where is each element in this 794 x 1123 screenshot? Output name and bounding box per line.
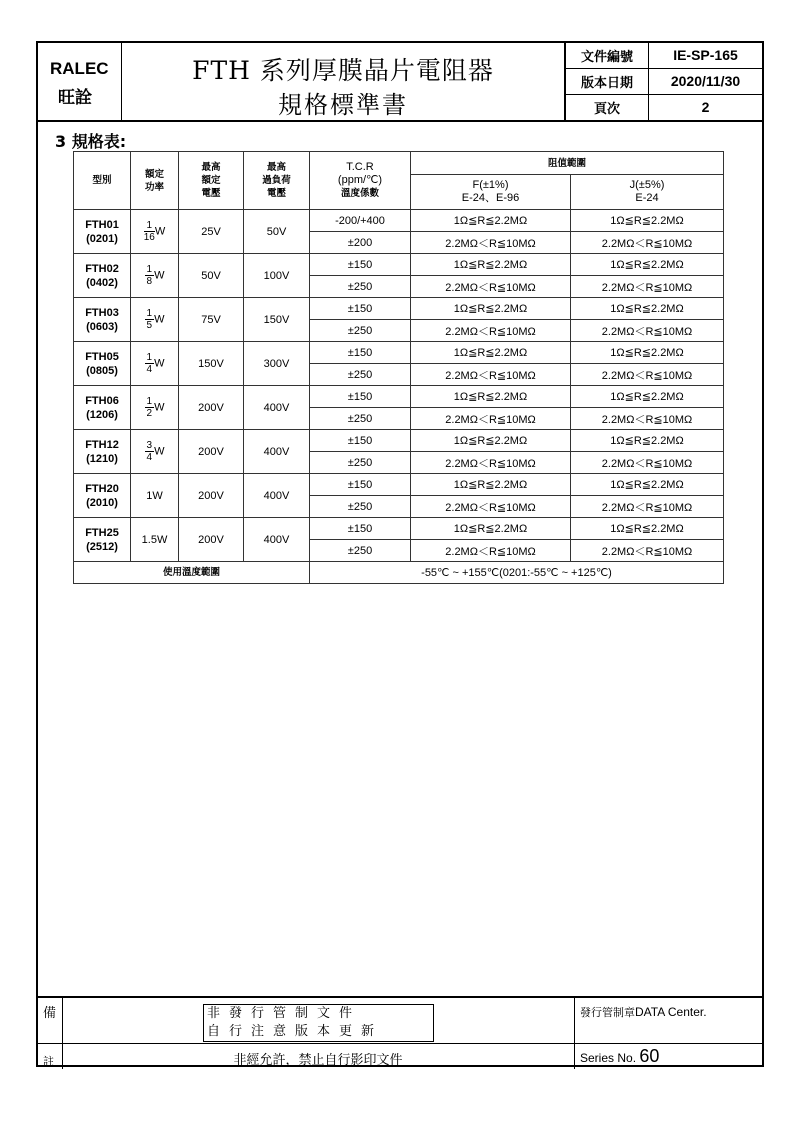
table-row — [74, 298, 724, 320]
header-text: J(±5%) — [629, 179, 665, 191]
j-range-cell: 1Ω≦R≦2.2MΩ — [571, 254, 724, 276]
document-frame — [36, 41, 764, 1067]
tcr-cell: ±250 — [310, 276, 411, 298]
model-name: FTH03 — [85, 306, 119, 319]
header-text: 額定 — [201, 175, 221, 186]
table-row — [74, 210, 724, 232]
tcr-cell: ±250 — [310, 496, 411, 518]
brand-name-en: RALEC — [50, 59, 109, 78]
temp-range-value: -55℃ ~ +155℃(0201:-55℃ ~ +125℃) — [310, 562, 724, 584]
document-title — [122, 43, 565, 120]
series-number — [580, 1046, 659, 1067]
tcr-cell: ±150 — [310, 298, 411, 320]
model-size: (0805) — [86, 364, 118, 377]
power-denominator: 4 — [146, 364, 153, 375]
rated-voltage-cell: 200V — [179, 386, 244, 430]
company-logo — [38, 43, 122, 120]
f-range-cell: 2.2MΩ＜R≦10MΩ — [411, 232, 571, 254]
remark-label-top: 備 — [43, 1006, 57, 1021]
series-label: Series No. — [580, 1051, 637, 1065]
header-tcr — [310, 152, 411, 210]
header-text: E-24 — [635, 192, 659, 204]
issuer-stamp-label — [580, 1004, 707, 1020]
overload-voltage-cell: 50V — [244, 210, 310, 254]
rated-power-cell — [131, 298, 179, 342]
section-title: 3 規格表: — [55, 132, 127, 151]
power-fraction — [145, 352, 155, 375]
header-f-tolerance — [411, 175, 571, 210]
tcr-cell: -200/+400 — [310, 210, 411, 232]
document-meta-table — [565, 43, 762, 120]
j-range-cell: 2.2MΩ＜R≦10MΩ — [571, 540, 724, 562]
tcr-cell: ±250 — [310, 452, 411, 474]
rated-power-cell — [131, 254, 179, 298]
header-j-tolerance — [571, 175, 724, 210]
power-fraction — [145, 264, 155, 287]
table-row — [74, 430, 724, 452]
power-fraction — [145, 308, 155, 331]
issuer-prefix: 發行管制章 — [580, 1006, 635, 1019]
j-range-cell: 1Ω≦R≦2.2MΩ — [571, 430, 724, 452]
header-text: (ppm/℃) — [337, 174, 383, 186]
power-denominator: 5 — [146, 320, 153, 331]
j-range-cell: 1Ω≦R≦2.2MΩ — [571, 210, 724, 232]
model-cell — [74, 342, 131, 386]
model-name: FTH20 — [85, 482, 119, 495]
rated-power-cell: 1.5W — [131, 518, 179, 562]
tcr-cell: ±250 — [310, 320, 411, 342]
model-cell — [74, 386, 131, 430]
power-fraction — [145, 396, 155, 419]
header-text: 過負荷 — [262, 175, 291, 186]
f-range-cell: 2.2MΩ＜R≦10MΩ — [411, 496, 571, 518]
rated-power-cell — [131, 386, 179, 430]
rated-power-cell — [131, 342, 179, 386]
overload-voltage-cell: 150V — [244, 298, 310, 342]
meta-key: 文件編號 — [566, 43, 649, 68]
power-numerator: 1 — [146, 396, 153, 407]
j-range-cell: 2.2MΩ＜R≦10MΩ — [571, 496, 724, 518]
overload-voltage-cell: 400V — [244, 474, 310, 518]
series-value: 60 — [639, 1046, 660, 1066]
power-denominator: 8 — [146, 276, 153, 287]
tcr-cell: ±200 — [310, 232, 411, 254]
power-unit: W — [154, 313, 165, 326]
model-cell — [74, 518, 131, 562]
header-model: 型別 — [74, 152, 131, 210]
model-name: FTH06 — [85, 394, 119, 407]
j-range-cell: 2.2MΩ＜R≦10MΩ — [571, 232, 724, 254]
brand-name-zh: 旺詮 — [58, 88, 92, 108]
f-range-cell: 1Ω≦R≦2.2MΩ — [411, 342, 571, 364]
model-name: FTH02 — [85, 262, 119, 275]
meta-row-page — [566, 94, 763, 120]
f-range-cell: 2.2MΩ＜R≦10MΩ — [411, 452, 571, 474]
header-max-overload-voltage — [244, 152, 310, 210]
f-range-cell: 2.2MΩ＜R≦10MΩ — [411, 408, 571, 430]
f-range-cell: 2.2MΩ＜R≦10MΩ — [411, 364, 571, 386]
f-range-cell: 2.2MΩ＜R≦10MΩ — [411, 320, 571, 342]
table-row — [74, 518, 724, 540]
tcr-cell: ±250 — [310, 364, 411, 386]
j-range-cell: 2.2MΩ＜R≦10MΩ — [571, 320, 724, 342]
meta-key: 版本日期 — [566, 68, 649, 94]
rated-power-cell — [131, 210, 179, 254]
model-size: (0201) — [86, 232, 118, 245]
f-range-cell: 1Ω≦R≦2.2MΩ — [411, 254, 571, 276]
header-text: E-24、E-96 — [461, 192, 520, 204]
power-unit: W — [154, 445, 165, 458]
power-fraction — [144, 220, 155, 243]
j-range-cell: 1Ω≦R≦2.2MΩ — [571, 386, 724, 408]
model-name: FTH01 — [85, 218, 119, 231]
notice-line-2: 自行注意版本更新 — [207, 1024, 384, 1039]
rated-voltage-cell: 50V — [179, 254, 244, 298]
f-range-cell: 1Ω≦R≦2.2MΩ — [411, 430, 571, 452]
j-range-cell: 2.2MΩ＜R≦10MΩ — [571, 452, 724, 474]
j-range-cell: 1Ω≦R≦2.2MΩ — [571, 474, 724, 496]
j-range-cell: 1Ω≦R≦2.2MΩ — [571, 518, 724, 540]
model-size: (1206) — [86, 408, 118, 421]
j-range-cell: 1Ω≦R≦2.2MΩ — [571, 298, 724, 320]
tcr-cell: ±250 — [310, 408, 411, 430]
model-size: (1210) — [86, 452, 118, 465]
power-fraction — [145, 440, 155, 463]
rated-voltage-cell: 150V — [179, 342, 244, 386]
rated-voltage-cell: 200V — [179, 474, 244, 518]
tcr-cell: ±150 — [310, 386, 411, 408]
model-size: (2512) — [86, 540, 118, 553]
model-size: (0603) — [86, 320, 118, 333]
footer-hline — [38, 1043, 762, 1044]
table-row — [74, 386, 724, 408]
power-denominator: 4 — [146, 452, 153, 463]
table-row — [74, 254, 724, 276]
title-line-1: FTH 系列厚膜晶片電阻器 — [192, 56, 494, 85]
overload-voltage-cell: 400V — [244, 386, 310, 430]
header-text: 功率 — [144, 181, 164, 193]
overload-voltage-cell: 400V — [244, 430, 310, 474]
temp-range-row — [74, 562, 724, 584]
j-range-cell: 2.2MΩ＜R≦10MΩ — [571, 408, 724, 430]
rated-voltage-cell: 25V — [179, 210, 244, 254]
uncontrolled-copy-notice — [203, 1004, 434, 1042]
model-size: (0402) — [86, 276, 118, 289]
meta-row-doc-no — [566, 43, 763, 68]
power-numerator: 1 — [146, 308, 153, 319]
header-text: 溫度係數 — [340, 188, 379, 199]
rated-power-cell — [131, 430, 179, 474]
rated-voltage-cell: 75V — [179, 298, 244, 342]
header-resistance-range: 阻值範圍 — [411, 152, 724, 175]
document-header — [38, 43, 762, 122]
meta-value: 2 — [649, 94, 763, 120]
model-name: FTH12 — [85, 438, 119, 451]
j-range-cell: 2.2MΩ＜R≦10MΩ — [571, 276, 724, 298]
model-cell — [74, 298, 131, 342]
issuer-name: DATA Center. — [635, 1005, 707, 1019]
notice-line-1: 非發行管制文件 — [207, 1006, 362, 1021]
temp-range-label: 使用溫度範圍 — [74, 562, 310, 584]
table-row — [74, 474, 724, 496]
header-text: T.C.R — [346, 161, 374, 173]
model-name: FTH05 — [85, 350, 119, 363]
tcr-cell: ±150 — [310, 430, 411, 452]
f-range-cell: 1Ω≦R≦2.2MΩ — [411, 386, 571, 408]
meta-value: 2020/11/30 — [649, 68, 763, 94]
f-range-cell: 1Ω≦R≦2.2MΩ — [411, 518, 571, 540]
header-rated-power — [131, 152, 179, 210]
tcr-cell: ±150 — [310, 342, 411, 364]
overload-voltage-cell: 100V — [244, 254, 310, 298]
remark-label-bottom: 註 — [43, 1055, 54, 1068]
meta-key: 頁次 — [566, 94, 649, 120]
power-numerator: 1 — [146, 352, 153, 363]
power-numerator: 1 — [146, 264, 153, 275]
model-cell — [74, 430, 131, 474]
model-cell — [74, 210, 131, 254]
header-text: 最高 — [201, 162, 221, 173]
power-unit: W — [154, 225, 166, 238]
model-name: FTH25 — [85, 526, 119, 539]
power-unit: W — [154, 269, 165, 282]
power-unit: W — [154, 357, 165, 370]
document-footer — [38, 996, 762, 1069]
meta-row-version-date — [566, 68, 763, 94]
spec-header-row — [74, 152, 724, 175]
spec-table — [73, 151, 724, 584]
f-range-cell: 1Ω≦R≦2.2MΩ — [411, 298, 571, 320]
power-numerator: 1 — [144, 220, 155, 232]
header-text: 電壓 — [266, 188, 286, 199]
overload-voltage-cell: 300V — [244, 342, 310, 386]
model-size: (2010) — [86, 496, 118, 509]
header-text: F(±1%) — [472, 179, 509, 191]
header-text: 額定 — [144, 168, 164, 180]
header-text: 最高 — [266, 162, 286, 173]
f-range-cell: 2.2MΩ＜R≦10MΩ — [411, 540, 571, 562]
j-range-cell: 1Ω≦R≦2.2MΩ — [571, 342, 724, 364]
f-range-cell: 1Ω≦R≦2.2MΩ — [411, 474, 571, 496]
overload-voltage-cell: 400V — [244, 518, 310, 562]
header-max-rated-voltage — [179, 152, 244, 210]
footer-divider — [574, 998, 575, 1069]
header-text: 電壓 — [201, 188, 221, 199]
table-row — [74, 342, 724, 364]
power-unit: W — [154, 401, 165, 414]
power-denominator: 16 — [143, 232, 155, 243]
meta-value: IE-SP-165 — [649, 43, 763, 68]
rated-voltage-cell: 200V — [179, 430, 244, 474]
copy-prohibited-text: 非經允許，禁止自行影印文件 — [233, 1053, 403, 1068]
rated-voltage-cell: 200V — [179, 518, 244, 562]
power-denominator: 2 — [146, 408, 153, 419]
model-cell — [74, 254, 131, 298]
f-range-cell: 1Ω≦R≦2.2MΩ — [411, 210, 571, 232]
tcr-cell: ±250 — [310, 540, 411, 562]
power-numerator: 3 — [146, 440, 153, 451]
rated-power-cell: 1W — [131, 474, 179, 518]
title-line-2: 規格標準書 — [278, 91, 408, 119]
j-range-cell: 2.2MΩ＜R≦10MΩ — [571, 364, 724, 386]
tcr-cell: ±150 — [310, 474, 411, 496]
tcr-cell: ±150 — [310, 518, 411, 540]
tcr-cell: ±150 — [310, 254, 411, 276]
model-cell — [74, 474, 131, 518]
f-range-cell: 2.2MΩ＜R≦10MΩ — [411, 276, 571, 298]
